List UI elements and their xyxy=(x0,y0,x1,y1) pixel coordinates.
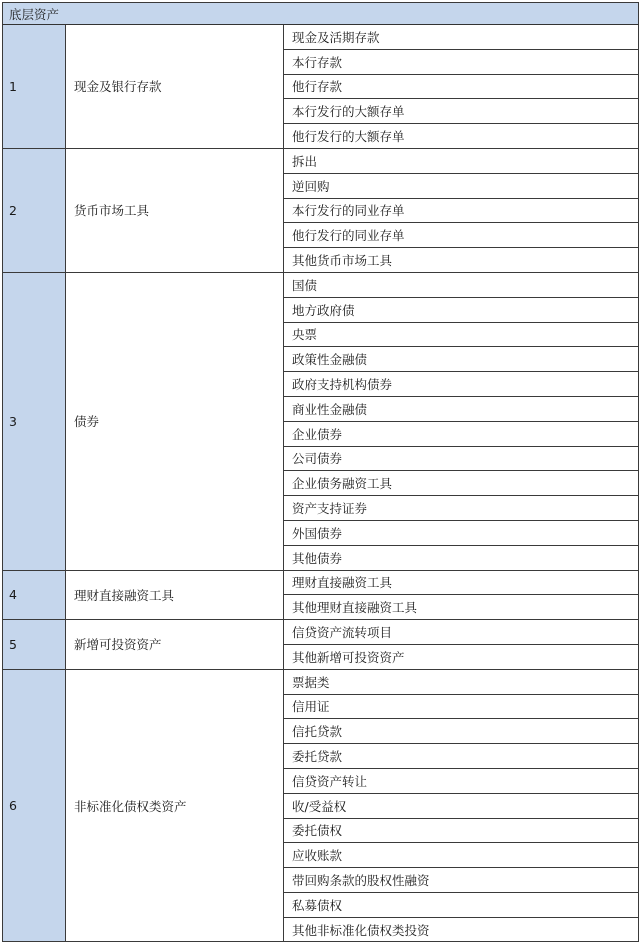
asset-item: 其他理财直接融资工具 xyxy=(284,595,639,620)
asset-item: 其他债券 xyxy=(284,545,639,570)
asset-item: 他行存款 xyxy=(284,74,639,99)
asset-item: 他行发行的大额存单 xyxy=(284,124,639,149)
table-row xyxy=(3,272,639,297)
asset-item: 信贷资产流转项目 xyxy=(284,620,639,645)
table-row xyxy=(3,148,639,173)
table-header: 底层资产 xyxy=(3,3,639,25)
asset-item: 逆回购 xyxy=(284,173,639,198)
asset-item: 资产支持证券 xyxy=(284,496,639,521)
group-number: 6 xyxy=(3,669,66,942)
asset-item: 本行发行的大额存单 xyxy=(284,99,639,124)
asset-item: 政策性金融债 xyxy=(284,347,639,372)
asset-item: 外国债券 xyxy=(284,520,639,545)
asset-item: 信贷资产转让 xyxy=(284,768,639,793)
group-number: 2 xyxy=(3,148,66,272)
asset-item: 商业性金融债 xyxy=(284,396,639,421)
asset-item: 现金及活期存款 xyxy=(284,25,639,50)
table-row xyxy=(3,570,639,595)
group-category: 现金及银行存款 xyxy=(66,25,284,149)
group-category: 债券 xyxy=(66,272,284,570)
asset-item: 票据类 xyxy=(284,669,639,694)
asset-item: 带回购条款的股权性融资 xyxy=(284,868,639,893)
asset-item: 理财直接融资工具 xyxy=(284,570,639,595)
asset-item: 企业债务融资工具 xyxy=(284,471,639,496)
asset-item: 其他非标准化债权类投资 xyxy=(284,917,639,942)
asset-item: 他行发行的同业存单 xyxy=(284,223,639,248)
group-category: 非标准化债权类资产 xyxy=(66,669,284,942)
asset-table xyxy=(2,2,639,942)
asset-item: 委托债权 xyxy=(284,818,639,843)
group-category: 新增可投资资产 xyxy=(66,620,284,670)
asset-item: 地方政府债 xyxy=(284,297,639,322)
asset-item: 其他货币市场工具 xyxy=(284,248,639,273)
group-number: 5 xyxy=(3,620,66,670)
table-row xyxy=(3,620,639,645)
table-header-row xyxy=(3,3,639,25)
group-number: 3 xyxy=(3,272,66,570)
asset-item: 企业债券 xyxy=(284,421,639,446)
asset-item: 信用证 xyxy=(284,694,639,719)
asset-item: 信托贷款 xyxy=(284,719,639,744)
group-number: 1 xyxy=(3,25,66,149)
asset-item: 央票 xyxy=(284,322,639,347)
asset-item: 其他新增可投资资产 xyxy=(284,644,639,669)
asset-item: 公司债券 xyxy=(284,446,639,471)
asset-item: 本行存款 xyxy=(284,49,639,74)
asset-item: 应收账款 xyxy=(284,843,639,868)
asset-item: 政府支持机构债券 xyxy=(284,372,639,397)
asset-item: 私募债权 xyxy=(284,892,639,917)
asset-item: 国债 xyxy=(284,272,639,297)
asset-item: 委托贷款 xyxy=(284,744,639,769)
table-row xyxy=(3,669,639,694)
group-number: 4 xyxy=(3,570,66,620)
table-row xyxy=(3,25,639,50)
group-category: 理财直接融资工具 xyxy=(66,570,284,620)
asset-item: 收/受益权 xyxy=(284,793,639,818)
group-category: 货币市场工具 xyxy=(66,148,284,272)
asset-item: 本行发行的同业存单 xyxy=(284,198,639,223)
asset-item: 拆出 xyxy=(284,148,639,173)
asset-table-body xyxy=(3,3,639,942)
